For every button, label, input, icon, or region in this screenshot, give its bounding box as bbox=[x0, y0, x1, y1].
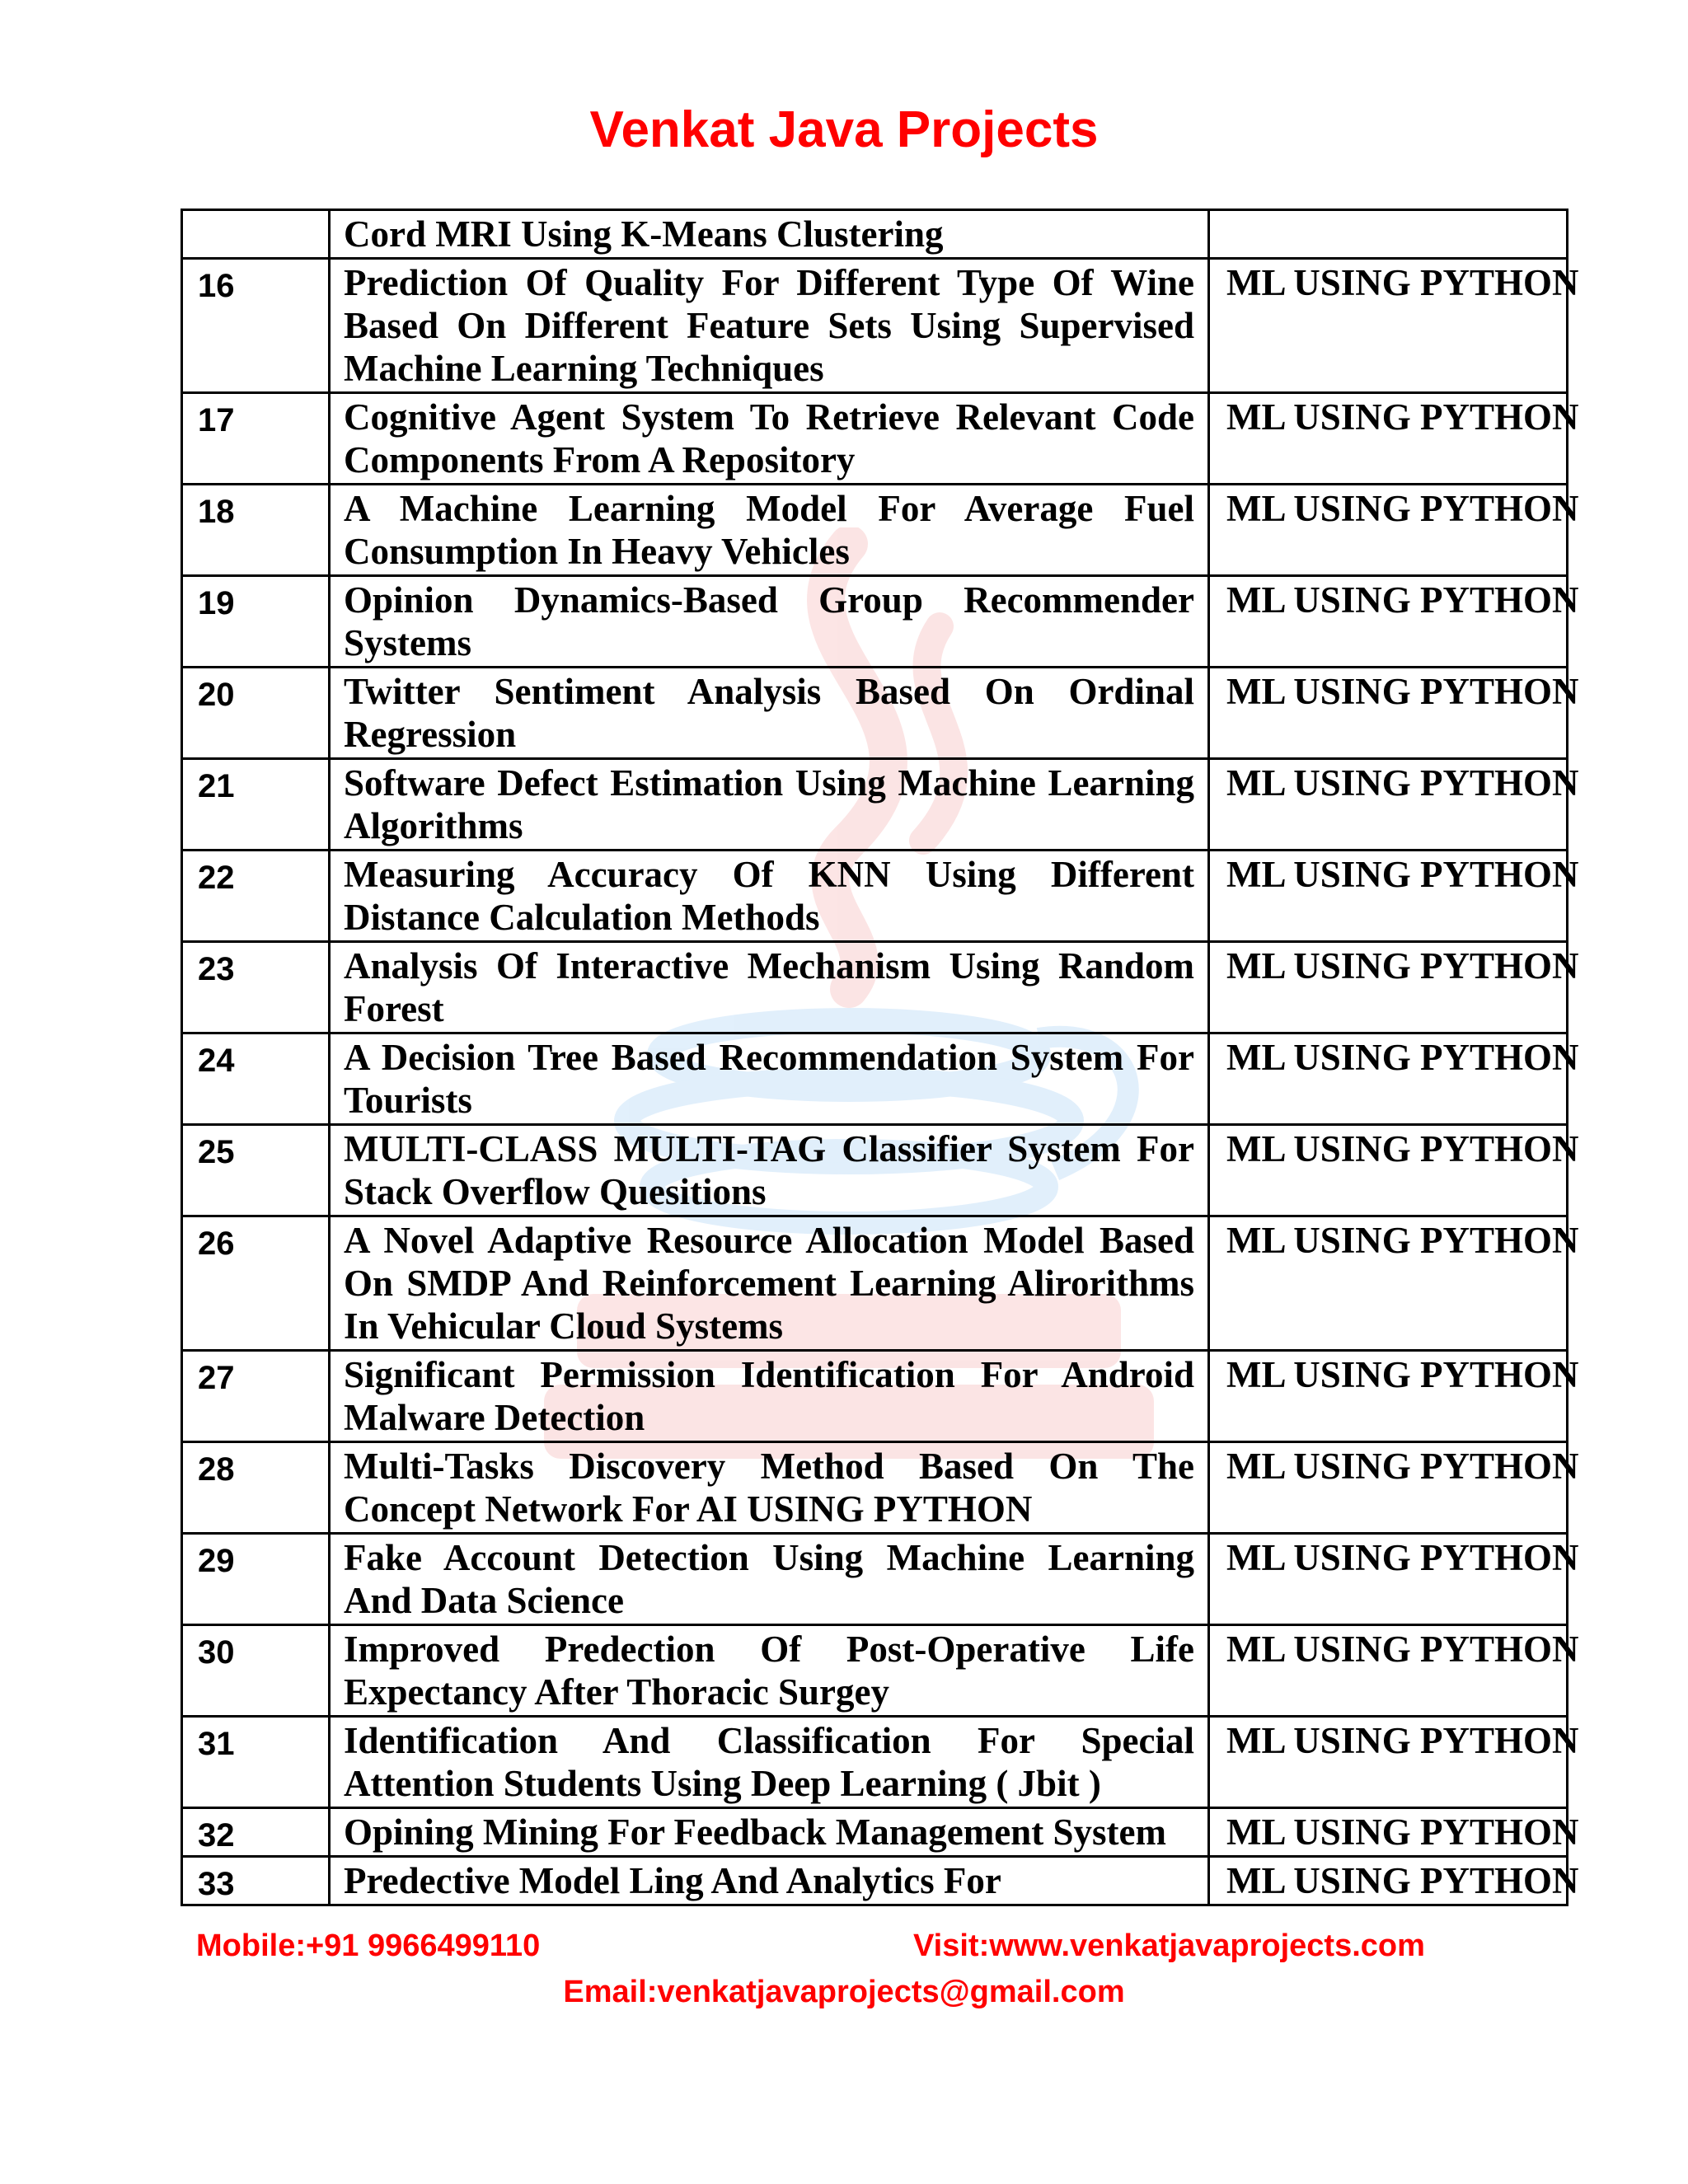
page-title: Venkat Java Projects bbox=[589, 101, 1099, 158]
serial-number-cell: 26 bbox=[182, 1216, 330, 1351]
table-row bbox=[182, 1033, 1568, 1125]
project-title-cell bbox=[330, 1216, 1209, 1351]
serial-number-cell: 16 bbox=[182, 259, 330, 393]
project-title-text: Opining Mining For Feedback Management System bbox=[344, 1811, 1166, 1853]
project-title-text: A Decision Tree Based Recommendation System For Tourists bbox=[344, 1037, 1194, 1121]
serial-number-cell: 30 bbox=[182, 1625, 330, 1717]
project-title-cell bbox=[330, 1625, 1209, 1717]
domain-cell: ML USING PYTHON bbox=[1209, 1625, 1568, 1717]
project-title-text: Significant Permission Identification For Android Malware Detection bbox=[344, 1354, 1194, 1438]
project-title-cell bbox=[330, 759, 1209, 851]
table-row bbox=[182, 1442, 1568, 1534]
table-row bbox=[182, 485, 1568, 576]
serial-number-cell: 18 bbox=[182, 485, 330, 576]
serial-number-cell: 32 bbox=[182, 1808, 330, 1857]
project-title-cell bbox=[330, 1442, 1209, 1534]
domain-cell: ML USING PYTHON bbox=[1209, 1033, 1568, 1125]
project-title-text: Cord MRI Using K-Means Clustering bbox=[344, 213, 944, 255]
table-row bbox=[182, 1216, 1568, 1351]
projects-table bbox=[181, 209, 1579, 1906]
table-row bbox=[182, 759, 1568, 851]
serial-number-cell: 22 bbox=[182, 851, 330, 942]
table-row bbox=[182, 942, 1568, 1033]
domain-cell: ML USING PYTHON bbox=[1209, 1216, 1568, 1351]
project-title-text: Prediction Of Quality For Different Type Of Wine Based On Different Feature Sets Using Supervised Machine Learning Techniques bbox=[344, 262, 1194, 389]
domain-cell: ML USING PYTHON bbox=[1209, 393, 1568, 485]
project-title-cell bbox=[330, 576, 1209, 668]
domain-cell: ML USING PYTHON bbox=[1209, 1442, 1568, 1534]
serial-number-cell: 31 bbox=[182, 1717, 330, 1808]
table-row bbox=[182, 1625, 1568, 1717]
project-title-cell bbox=[330, 1534, 1209, 1625]
domain-cell: ML USING PYTHON bbox=[1209, 485, 1568, 576]
table-row bbox=[182, 1717, 1568, 1808]
serial-number-cell: 25 bbox=[182, 1125, 330, 1216]
domain-cell: ML USING PYTHON bbox=[1209, 942, 1568, 1033]
table-row bbox=[182, 1808, 1568, 1857]
domain-cell: ML USING PYTHON bbox=[1209, 1534, 1568, 1625]
project-title-cell bbox=[330, 485, 1209, 576]
table-row bbox=[182, 259, 1568, 393]
serial-number-cell: 29 bbox=[182, 1534, 330, 1625]
table-row bbox=[182, 576, 1568, 668]
project-title-text: Opinion Dynamics-Based Group Recommender Systems bbox=[344, 579, 1194, 663]
serial-number-cell: 27 bbox=[182, 1351, 330, 1442]
project-title-text: Improved Predection Of Post-Operative Life Expectancy After Thoracic Surgey bbox=[344, 1629, 1194, 1713]
footer-mobile: Mobile:+91 9966499110 bbox=[196, 1929, 541, 1963]
project-title-text: Measuring Accuracy Of KNN Using Different Distance Calculation Methods bbox=[344, 854, 1194, 938]
project-title-cell bbox=[330, 1033, 1209, 1125]
domain-cell: ML USING PYTHON bbox=[1209, 1857, 1568, 1905]
project-title-text: Twitter Sentiment Analysis Based On Ordinal Regression bbox=[344, 671, 1194, 755]
table-row bbox=[182, 1351, 1568, 1442]
project-title-text: Analysis Of Interactive Mechanism Using Random Forest bbox=[344, 945, 1194, 1029]
project-title-text: Software Defect Estimation Using Machine Learning Algorithms bbox=[344, 762, 1194, 846]
project-title-cell bbox=[330, 851, 1209, 942]
project-title-cell bbox=[330, 1351, 1209, 1442]
serial-number-cell: 23 bbox=[182, 942, 330, 1033]
domain-cell: ML USING PYTHON bbox=[1209, 1351, 1568, 1442]
serial-number-cell: 20 bbox=[182, 668, 330, 759]
serial-number-cell bbox=[182, 210, 330, 259]
domain-cell: ML USING PYTHON bbox=[1209, 1808, 1568, 1857]
footer-email-link[interactable]: Email:venkatjavaprojects@gmail.com bbox=[563, 1975, 1125, 2009]
project-title-text: Identification And Classification For Special Attention Students Using Deep Learning ( Jbit ) bbox=[344, 1720, 1194, 1804]
table-row bbox=[182, 210, 1568, 259]
project-title-cell bbox=[330, 1125, 1209, 1216]
serial-number-cell: 24 bbox=[182, 1033, 330, 1125]
project-title-cell bbox=[330, 393, 1209, 485]
project-title-cell bbox=[330, 668, 1209, 759]
domain-cell: ML USING PYTHON bbox=[1209, 1125, 1568, 1216]
table-row bbox=[182, 1857, 1568, 1905]
domain-cell bbox=[1209, 210, 1568, 259]
serial-number-cell: 28 bbox=[182, 1442, 330, 1534]
project-title-cell bbox=[330, 1857, 1209, 1905]
project-title-cell bbox=[330, 259, 1209, 393]
project-title-text: A Machine Learning Model For Average Fuel Consumption In Heavy Vehicles bbox=[344, 488, 1194, 572]
project-title-text: A Novel Adaptive Resource Allocation Model Based On SMDP And Reinforcement Learning Alirorithms In Vehicular Cloud Systems bbox=[344, 1220, 1194, 1347]
domain-cell: ML USING PYTHON bbox=[1209, 259, 1568, 393]
project-title-cell bbox=[330, 1717, 1209, 1808]
domain-cell: ML USING PYTHON bbox=[1209, 576, 1568, 668]
footer-website-link[interactable]: Visit:www.venkatjavaprojects.com bbox=[913, 1929, 1425, 1963]
domain-cell: ML USING PYTHON bbox=[1209, 851, 1568, 942]
project-title-text: Fake Account Detection Using Machine Learning And Data Science bbox=[344, 1537, 1194, 1621]
domain-cell: ML USING PYTHON bbox=[1209, 759, 1568, 851]
table-row bbox=[182, 393, 1568, 485]
project-title-cell bbox=[330, 210, 1209, 259]
project-title-text: Predective Model Ling And Analytics For bbox=[344, 1860, 1001, 1901]
table-row bbox=[182, 1125, 1568, 1216]
serial-number-cell: 17 bbox=[182, 393, 330, 485]
serial-number-cell: 19 bbox=[182, 576, 330, 668]
table-row bbox=[182, 1534, 1568, 1625]
table-row bbox=[182, 851, 1568, 942]
domain-cell: ML USING PYTHON bbox=[1209, 1717, 1568, 1808]
table-row bbox=[182, 668, 1568, 759]
project-title-text: MULTI-CLASS MULTI-TAG Classifier System For Stack Overflow Quesitions bbox=[344, 1128, 1194, 1212]
project-title-cell bbox=[330, 942, 1209, 1033]
serial-number-cell: 33 bbox=[182, 1857, 330, 1905]
project-title-text: Cognitive Agent System To Retrieve Relevant Code Components From A Repository bbox=[344, 396, 1194, 480]
domain-cell: ML USING PYTHON bbox=[1209, 668, 1568, 759]
project-title-text: Multi-Tasks Discovery Method Based On The Concept Network For AI USING PYTHON bbox=[344, 1446, 1194, 1530]
project-title-cell bbox=[330, 1808, 1209, 1857]
serial-number-cell: 21 bbox=[182, 759, 330, 851]
